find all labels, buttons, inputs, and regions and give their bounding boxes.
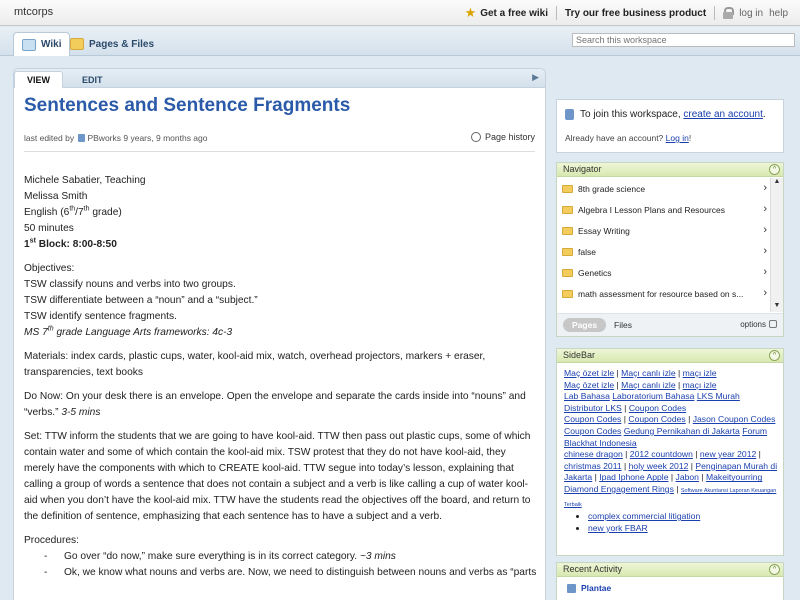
scroll-up-icon[interactable]: ▲ [773, 178, 781, 185]
sidebar-link[interactable]: maçı izle [682, 368, 717, 378]
sidebar-link[interactable]: Coupon Codes [564, 414, 622, 425]
chevron-right-icon[interactable]: › [763, 287, 767, 299]
star-icon: ★ [464, 5, 477, 20]
recent-activity-panel [556, 562, 784, 600]
options-icon [769, 320, 777, 328]
sidebar-link[interactable]: new year 2012 [699, 449, 757, 460]
text-line: Set: TTW inform the students that we are going to have kool-aid. TTW then pass out plastic cups, some of which [24, 431, 531, 442]
navigator-panel [556, 162, 784, 337]
sidebar-link[interactable]: Coupon Codes [628, 402, 687, 413]
page-tabs [14, 69, 545, 88]
tab-label: Wiki [41, 39, 62, 50]
page-title: Sentences and Sentence Fragments [24, 95, 351, 116]
create-account-link[interactable]: create an account [683, 109, 763, 120]
sidebar-link[interactable]: holy week 2012 [628, 460, 689, 471]
text-line: merely have the components with which to CREATE kool-aid. TTW segue into today’s lesson, explaining that [24, 463, 514, 474]
text-line: Objectives: [24, 263, 75, 274]
sidebar-link[interactable]: new york FBAR [588, 522, 648, 533]
tab-label: Pages & Files [89, 38, 155, 50]
sidebar-link[interactable]: Penginapan Murah di Jakarta [564, 460, 778, 483]
divider [556, 6, 557, 20]
text-line: 1st Block: 8:00-8:50 [24, 237, 117, 250]
text-line: TSW classify nouns and verbs into two groups. [24, 279, 236, 290]
navigator-item[interactable]: Algebra I Lesson Plans and Resources › [557, 199, 771, 220]
text-line: Melissa Smith [24, 191, 88, 202]
recent-link[interactable]: Plantae [581, 583, 612, 593]
text-line: contain water and some of which contain the kool-aid mix. TSW protest that they do not have kool-aid, they [24, 447, 506, 458]
text-line: 50 minutes [24, 223, 74, 234]
text-line: TSW differentiate between a “noun” and a “subject.” [24, 295, 258, 306]
text-line: MS 7th grade Language Arts frameworks: 4c-3 [24, 325, 233, 338]
sidebar-link[interactable]: Lab Bahasa [564, 391, 610, 402]
help-link[interactable]: help [769, 7, 788, 19]
folder-icon [562, 248, 573, 256]
sidebar-link[interactable]: christmas 2011 [564, 460, 622, 471]
pages-icon [70, 38, 84, 50]
sidebar-link[interactable]: Coupon Codes [628, 414, 686, 425]
user-icon [78, 134, 85, 142]
sidebar-link[interactable]: LKS Murah [696, 391, 740, 402]
author-link[interactable]: PBworks [87, 133, 122, 143]
navigator-list [557, 178, 771, 304]
sidebar-link[interactable]: complex commercial litigation [588, 511, 701, 522]
tab-view[interactable]: VIEW [14, 71, 63, 88]
login-link[interactable]: log in [739, 7, 764, 19]
sidebar-list [564, 511, 778, 534]
sidebar-link[interactable]: Laboratorium Bahasa [612, 391, 695, 402]
page-icon [567, 584, 576, 593]
sidebar-link[interactable]: Jason Coupon Codes [692, 414, 776, 425]
folder-icon [562, 290, 573, 298]
join-line: To join this workspace, create an account . [565, 109, 766, 120]
sidebar-link[interactable]: Forum Blackhat Indonesia [564, 425, 768, 448]
sidebar-link[interactable]: chinese dragon [564, 449, 623, 460]
page-content [24, 173, 539, 581]
scroll-down-icon[interactable]: ▼ [773, 302, 781, 309]
sidebar-link[interactable]: Makeityourring Diamond Engagement Rings [564, 472, 763, 494]
collapse-icon[interactable]: ^ [769, 564, 780, 575]
chevron-right-icon[interactable]: › [763, 266, 767, 278]
text-line: the definition of sentence, emphasizing that each sentence has to have a subject and a verb. [24, 511, 442, 522]
pin-icon [565, 109, 574, 120]
divider [24, 151, 535, 152]
recent-activity-header: Recent Activity ^ [557, 563, 783, 577]
sidebar-header: SideBar ^ [557, 349, 783, 363]
navigator-item[interactable]: 8th grade science › [557, 178, 771, 199]
recent-item [567, 583, 611, 593]
page-meta: last edited by PBworks 9 years, 9 months ago [24, 133, 208, 143]
navigator-scrollbar[interactable] [770, 178, 783, 312]
sidebar-link[interactable]: Maç özet izle [564, 368, 615, 378]
collapse-icon[interactable]: ^ [769, 164, 780, 175]
chevron-right-icon[interactable]: › [763, 203, 767, 215]
workspace-name[interactable]: mtcorps [14, 6, 54, 18]
account-links [465, 0, 794, 26]
navigator-item[interactable]: math assessment for resource based on s... › [557, 283, 771, 304]
navigator-footer [557, 313, 783, 336]
get-free-wiki-link[interactable]: Get a free wiki [480, 7, 549, 19]
login-line: Already have an account? Log in! [565, 133, 692, 143]
text-line: “verbs.” 3-5 mins [24, 407, 101, 418]
text-line: transparencies, text books [24, 367, 143, 378]
navigator-item[interactable]: Genetics › [557, 262, 771, 283]
clock-icon [471, 132, 481, 142]
tab-pages-files[interactable] [62, 32, 162, 56]
pages-button[interactable]: Pages [563, 318, 606, 332]
chevron-right-icon[interactable]: › [763, 182, 767, 194]
navigator-item[interactable]: false › [557, 241, 771, 262]
workspace-tabs [0, 27, 800, 56]
folder-icon [562, 185, 573, 193]
text-line: TSW identify sentence fragments. [24, 311, 177, 322]
sidebar-panel [556, 348, 784, 556]
files-button[interactable]: Files [614, 320, 632, 330]
lock-icon [723, 7, 733, 19]
text-line: Materials: index cards, plastic cups, water, kool-aid mix, watch, overhead projectors, markers + eraser, [24, 351, 486, 362]
sidebar-link[interactable]: Maç özet izle [564, 379, 615, 390]
list-item [588, 511, 778, 523]
sidebar-link[interactable]: Distributor LKS [564, 402, 622, 413]
text-line: English (6th/7th grade) [24, 205, 122, 218]
text-line: calling a group of words a sentence that does not contain a subject and a verb is like calling a cup of water kool- [24, 479, 529, 490]
sidebar-login-link[interactable]: Log in [665, 133, 689, 143]
text-line: Michele Sabatier, Teaching [24, 175, 146, 186]
sidebar-link[interactable]: Maçı canlı izle [621, 368, 676, 378]
page-history-link[interactable]: Page history [471, 132, 535, 142]
navigator-item[interactable]: Essay Writing › [557, 220, 771, 241]
folder-icon [562, 206, 573, 214]
chevron-right-icon[interactable]: › [763, 224, 767, 236]
sidebar-link[interactable]: Ipad Iphone Apple [599, 472, 669, 483]
wiki-icon [22, 39, 36, 51]
wiki-page [13, 68, 546, 600]
top-bar [0, 0, 800, 26]
join-panel [556, 99, 784, 153]
sidebar-link[interactable]: Coupon Codes [564, 425, 622, 436]
text-line: Do Now: On your desk there is an envelope. Open the envelope and separate the cards inside into “nouns” and [24, 391, 526, 402]
sidebar-link[interactable]: maçı izle [682, 379, 717, 390]
tab-edit[interactable]: EDIT [82, 74, 103, 85]
navigator-header: Navigator ^ [557, 163, 783, 177]
folder-icon [562, 269, 573, 277]
text-line: aid when you don’t have the kool-aid mix. TTW have the students read the objectives off the board, and return to [24, 495, 531, 506]
folder-icon [562, 227, 573, 235]
business-product-link[interactable]: Try our free business product [565, 7, 707, 19]
options-button[interactable]: options [740, 320, 777, 329]
text-line: Procedures: [24, 535, 79, 546]
sidebar-body: Maç özet izle | Maçı canlı izle | maçı izle Maç özet izle | Maçı canlı izle | maçı izle Lab Bahasa Laboratorium Bahasa LKS Murah Distributor LKS | Coupon Codes Coupon Codes | Coupon Codes | Jason Coupon Codes Coupon Codes Gedung Pernikahan di Jakarta Forum Blackhat Indonesia chinese dragon | 2012 countdown | new year 2012 | christmas 2011 | holy week 2012 | Penginapan Murah di Jakarta | Ipad Iphone Apple | Jabon | Makeityourring Diamond Engagement Rings | Software Akuntansi Laporan Keuangan Terbaik • complex commercial litigation • new york FBAR [564, 368, 778, 534]
list-item: - Ok, we know what nouns and verbs are. Now, we need to distinguish between nouns and verbs as “parts [24, 565, 539, 581]
chevron-right-icon[interactable]: ▶ [532, 72, 539, 82]
sidebar-link[interactable]: Gedung Pernikahan di Jakarta [623, 425, 740, 436]
sidebar-link[interactable]: Maçı canlı izle [621, 379, 676, 390]
collapse-icon[interactable]: ^ [769, 350, 780, 361]
sidebar-link[interactable]: 2012 countdown [629, 449, 693, 460]
search-input[interactable] [572, 33, 795, 47]
list-item [588, 523, 778, 535]
sidebar-link[interactable]: Software Akuntansi Laporan Keuangan Terbaik [564, 487, 777, 508]
divider [714, 6, 715, 20]
list-item: - Go over “do now,” make sure everything is in its correct category. ~3 mins [24, 549, 539, 565]
chevron-right-icon[interactable]: › [763, 245, 767, 257]
sidebar-link[interactable]: Jabon [675, 472, 699, 483]
